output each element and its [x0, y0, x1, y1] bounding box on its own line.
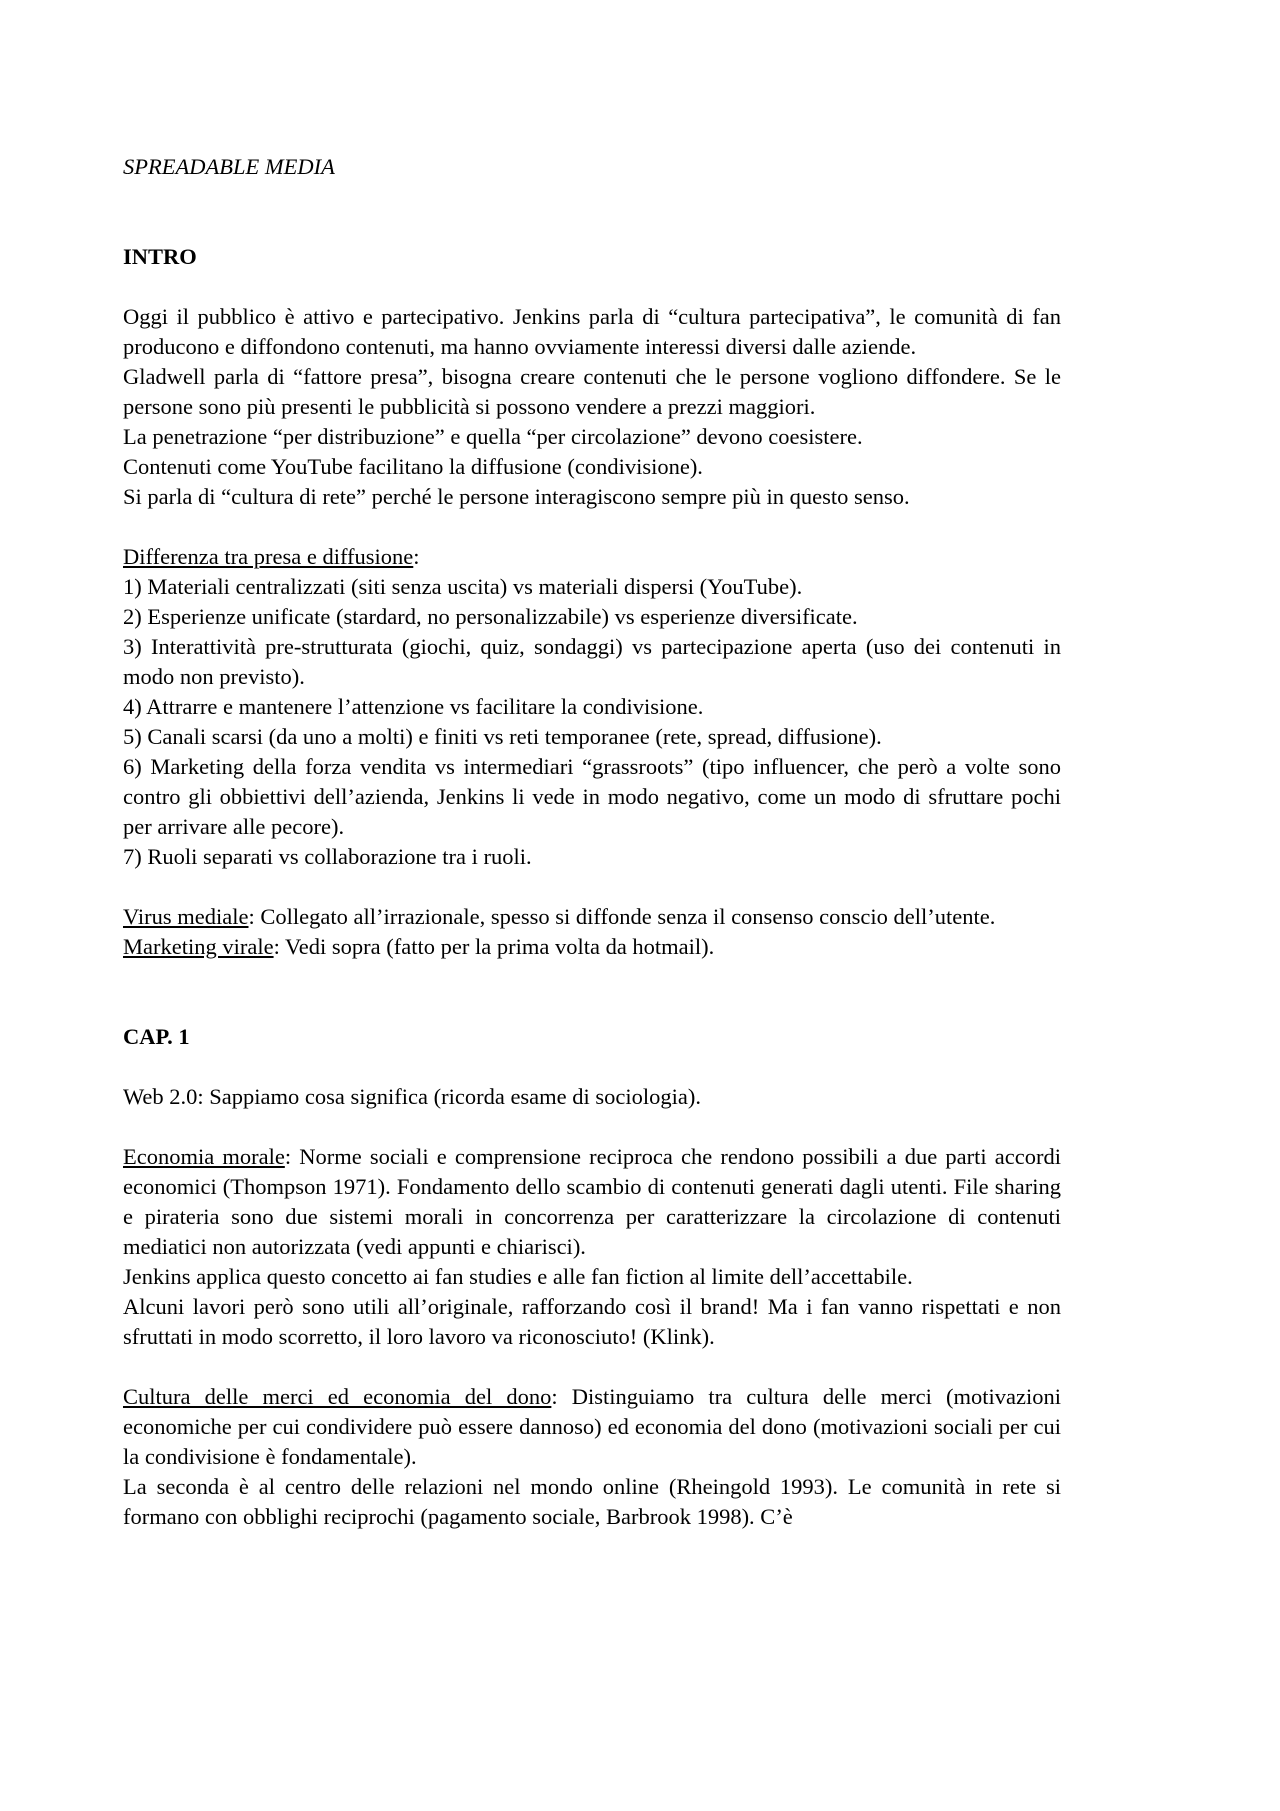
- intro-paragraph: La penetrazione “per distribuzione” e quella “per circolazione” devono coesistere.: [123, 424, 863, 449]
- alcuni-paragraph: Alcuni lavori però sono utili all’originale, rafforzando così il brand! Ma i fan vanno rispettati e non sfruttati in modo scorretto, il loro lavoro va riconosciuto! (Klink).: [123, 1294, 1061, 1349]
- spacer: [123, 1112, 1061, 1142]
- list-item: 4) Attrarre e mantenere l’attenzione vs facilitare la condivisione.: [123, 694, 704, 719]
- virus-text: : Collegato all’irrazionale, spesso si diffonde senza il consenso conscio dell’utente.: [248, 904, 996, 929]
- spacer: [123, 512, 1061, 542]
- list-item: 7) Ruoli separati vs collaborazione tra i ruoli.: [123, 844, 532, 869]
- list-item: 6) Marketing della forza vendita vs intermediari “grassroots” (tipo influencer, che però a volte sono contro gli obbiettivi dell’azienda, Jenkins li vede in modo negativo, come un modo di sfruttare pochi per arrivare alle pecore).: [123, 754, 1061, 839]
- cap1-heading: CAP. 1: [123, 1024, 190, 1049]
- culture-paragraph: [123, 1382, 1061, 1472]
- seconda-paragraph: La seconda è al centro delle relazioni nel mondo online (Rheingold 1993). Le comunità in rete si formano con obblighi reciprochi (pagamento sociale, Barbrook 1998). C’è: [123, 1474, 1061, 1529]
- intro-paragraph: Gladwell parla di “fattore presa”, bisogna creare contenuti che le persone vogliono diffondere. Se le persone sono più presenti le pubblicità si possono vendere a prezzi maggiori.: [123, 364, 1061, 419]
- virus-paragraph: [123, 902, 1061, 932]
- difference-colon: :: [413, 544, 420, 569]
- intro-paragraph: Si parla di “cultura di rete” perché le persone interagiscono sempre più in questo senso.: [123, 484, 910, 509]
- spacer: [123, 1352, 1061, 1382]
- difference-label: [123, 542, 1061, 572]
- intro-paragraph: Oggi il pubblico è attivo e partecipativo. Jenkins parla di “cultura partecipativa”, le comunità di fan producono e diffondono contenuti, ma hanno ovviamente interessi diversi dalle aziende.: [123, 304, 1061, 359]
- culture-text: : Distinguiamo tra cultura delle merci (motivazioni economiche per cui condividere può essere dannoso) ed economia del dono (motivazioni sociali per cui la condivisione è fondamentale).: [123, 1384, 1061, 1469]
- spacer: [123, 962, 1061, 1022]
- list-item: 5) Canali scarsi (da uno a molti) e finiti vs reti temporanee (rete, spread, diffusione).: [123, 724, 882, 749]
- web20-paragraph: Web 2.0: Sappiamo cosa significa (ricorda esame di sociologia).: [123, 1084, 702, 1109]
- culture-term: Cultura delle merci ed economia del dono: [123, 1384, 552, 1409]
- list-item: 1) Materiali centralizzati (siti senza uscita) vs materiali dispersi (YouTube).: [123, 574, 803, 599]
- economy-paragraph: [123, 1142, 1061, 1262]
- viral-text: : Vedi sopra (fatto per la prima volta da hotmail).: [273, 934, 715, 959]
- viral-paragraph: [123, 932, 1061, 962]
- spacer: [123, 272, 1061, 302]
- jenkins-paragraph: Jenkins applica questo concetto ai fan studies e alle fan fiction al limite dell’accettabile.: [123, 1264, 913, 1289]
- virus-term: Virus mediale: [123, 904, 249, 929]
- spacer: [123, 1052, 1061, 1082]
- economy-text: : Norme sociali e comprensione reciproca che rendono possibili a due parti accordi economici (Thompson 1971). Fondamento dello scambio di contenuti generati dagli utenti. File sharing e pirateria sono due sistemi morali in concorrenza per caratterizzare la circolazione di contenuti mediatici non autorizzata (vedi appunti e chiarisci).: [123, 1144, 1061, 1259]
- difference-term: Differenza tra presa e diffusione: [123, 544, 414, 569]
- spacer: [123, 182, 1061, 242]
- economy-term: Economia morale: [123, 1144, 285, 1169]
- intro-heading: INTRO: [123, 244, 197, 269]
- document-title: SPREADABLE MEDIA: [123, 154, 335, 179]
- spacer: [123, 872, 1061, 902]
- list-item: 3) Interattività pre-strutturata (giochi, quiz, sondaggi) vs partecipazione aperta (uso dei contenuti in modo non previsto).: [123, 634, 1061, 689]
- intro-paragraph: Contenuti come YouTube facilitano la diffusione (condivisione).: [123, 454, 703, 479]
- document-page: [123, 152, 1061, 1532]
- viral-term: Marketing virale: [123, 934, 274, 959]
- list-item: 2) Esperienze unificate (stardard, no personalizzabile) vs esperienze diversificate.: [123, 604, 858, 629]
